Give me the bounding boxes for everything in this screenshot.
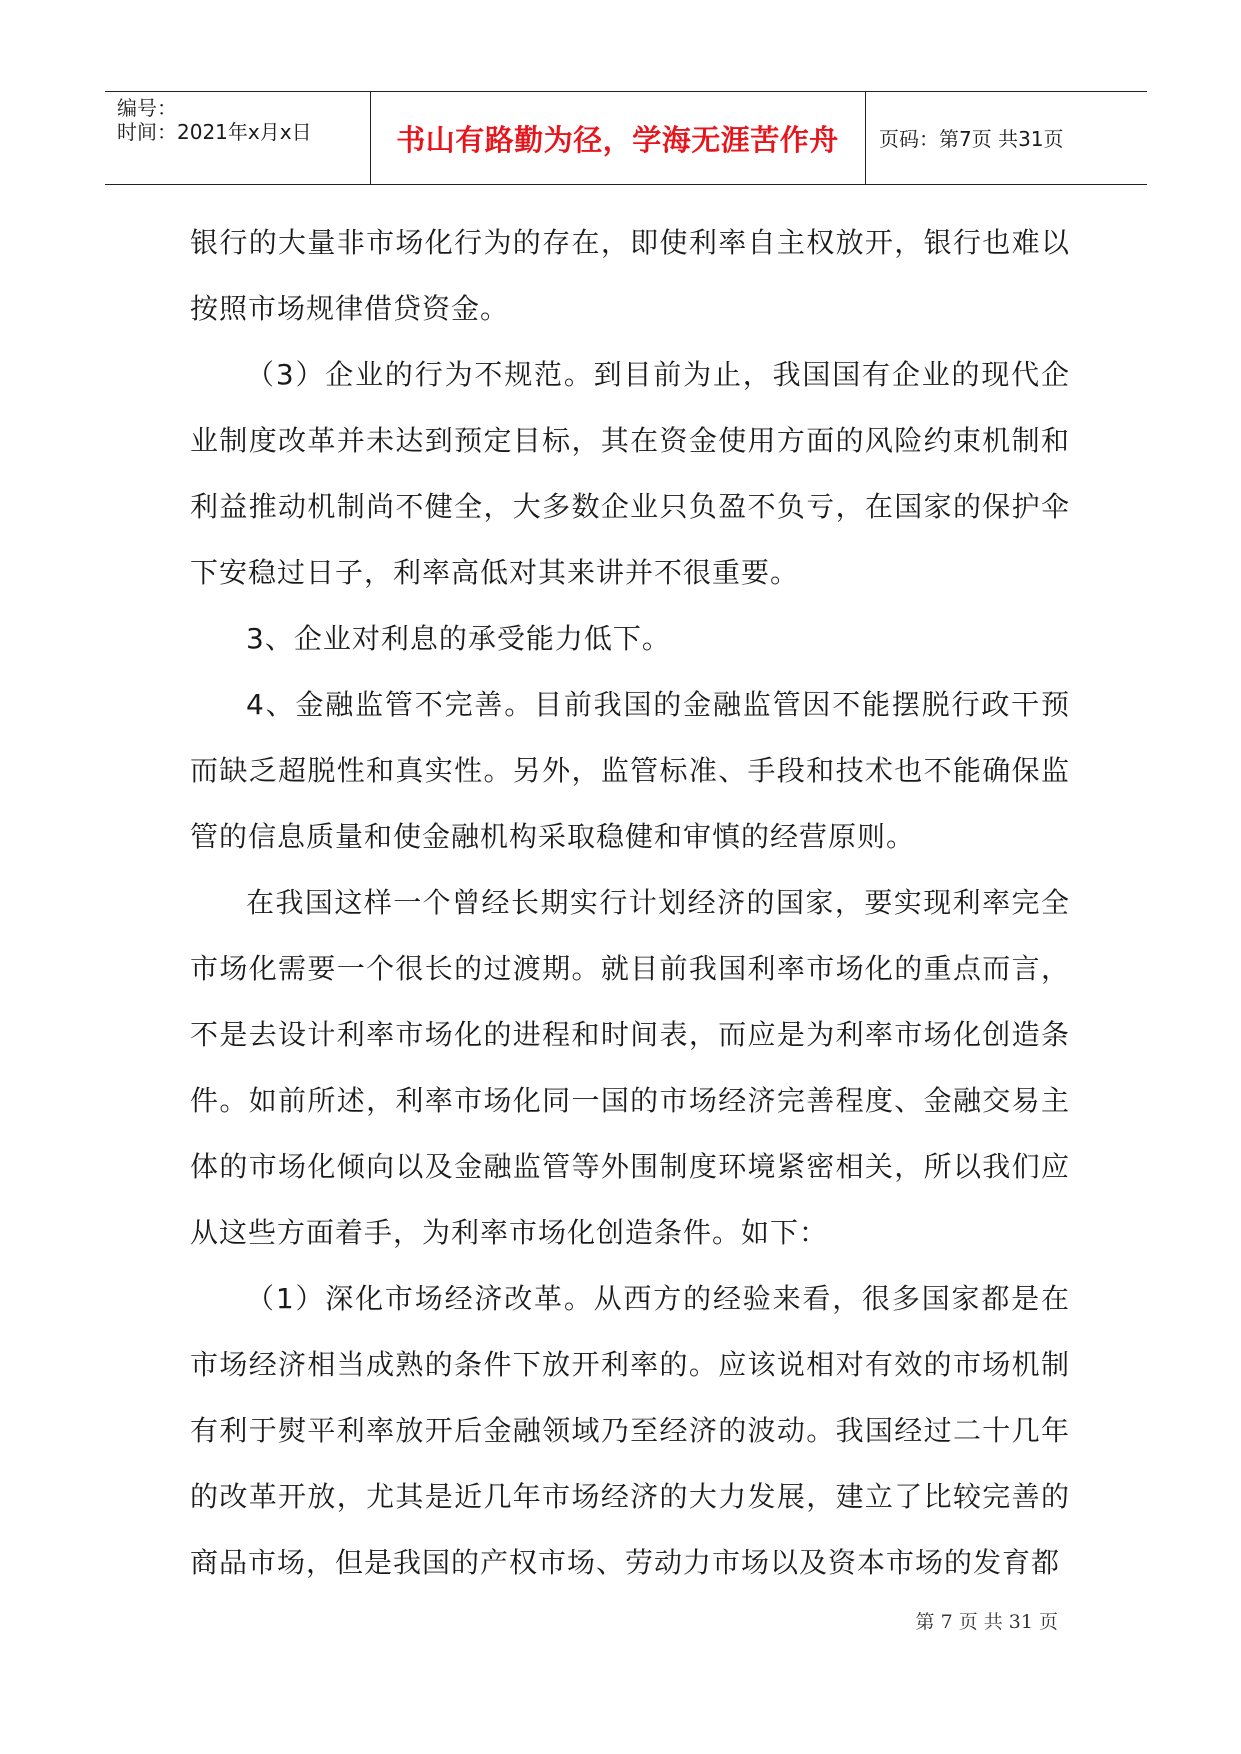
paragraph-6: （1）深化市场经济改革。从西方的经验来看，很多国家都是在市场经济相当成熟的条件下放开利率的。应该说相对有效的市场机制有利于熨平利率放开后金融领域乃至经济的波动。我国经过二十几年的改革开放，尤其是近几年市场经济的大力发展，建立了比较完善的商品市场，但是我国的产权市场、劳动力市场以及资本市场的发育都 bbox=[190, 1282, 1070, 1579]
paragraph-4: 4、金融监管不完善。目前我国的金融监管因不能摆脱行政干预而缺乏超脱性和真实性。另外，监管标准、手段和技术也不能确保监管的信息质量和使金融机构采取稳健和审慎的经营原则。 bbox=[190, 688, 1070, 853]
header-left-cell bbox=[105, 92, 371, 184]
header-right-cell bbox=[867, 92, 1147, 184]
paragraph-3: 3、企业对利息的承受能力低下。 bbox=[246, 622, 671, 655]
page-header bbox=[105, 91, 1147, 185]
paragraph-1: 银行的大量非市场化行为的存在，即使利率自主权放开，银行也难以按照市场规律借贷资金。 bbox=[190, 226, 1070, 325]
serial-number-label: 编号： bbox=[117, 96, 177, 120]
document-body bbox=[190, 210, 1070, 1596]
header-page-info: 页码：第7页 共31页 bbox=[879, 127, 1064, 151]
paragraph-2: （3）企业的行为不规范。到目前为止，我国国有企业的现代企业制度改革并未达到预定目标，其在资金使用方面的风险约束机制和利益推动机制尚不健全，大多数企业只负盈不负亏，在国家的保护伞下安稳过日子，利率高低对其来讲并不很重要。 bbox=[190, 358, 1070, 589]
header-motto: 书山有路勤为径，学海无涯苦作舟 bbox=[396, 123, 839, 157]
paragraph-5: 在我国这样一个曾经长期实行计划经济的国家，要实现利率完全市场化需要一个很长的过渡期。就目前我国利率市场化的重点而言，不是去设计利率市场化的进程和时间表，而应是为利率市场化创造条件。如前所述，利率市场化同一国的市场经济完善程度、金融交易主体的市场化倾向以及金融监管等外围制度环境紧密相关，所以我们应从这些方面着手，为利率市场化创造条件。如下： bbox=[190, 886, 1070, 1249]
page-footer: 第 7 页 共 31 页 bbox=[915, 1611, 1058, 1633]
header-motto-cell bbox=[370, 92, 866, 184]
time-label: 时间：2021年x月x日 bbox=[117, 120, 312, 144]
